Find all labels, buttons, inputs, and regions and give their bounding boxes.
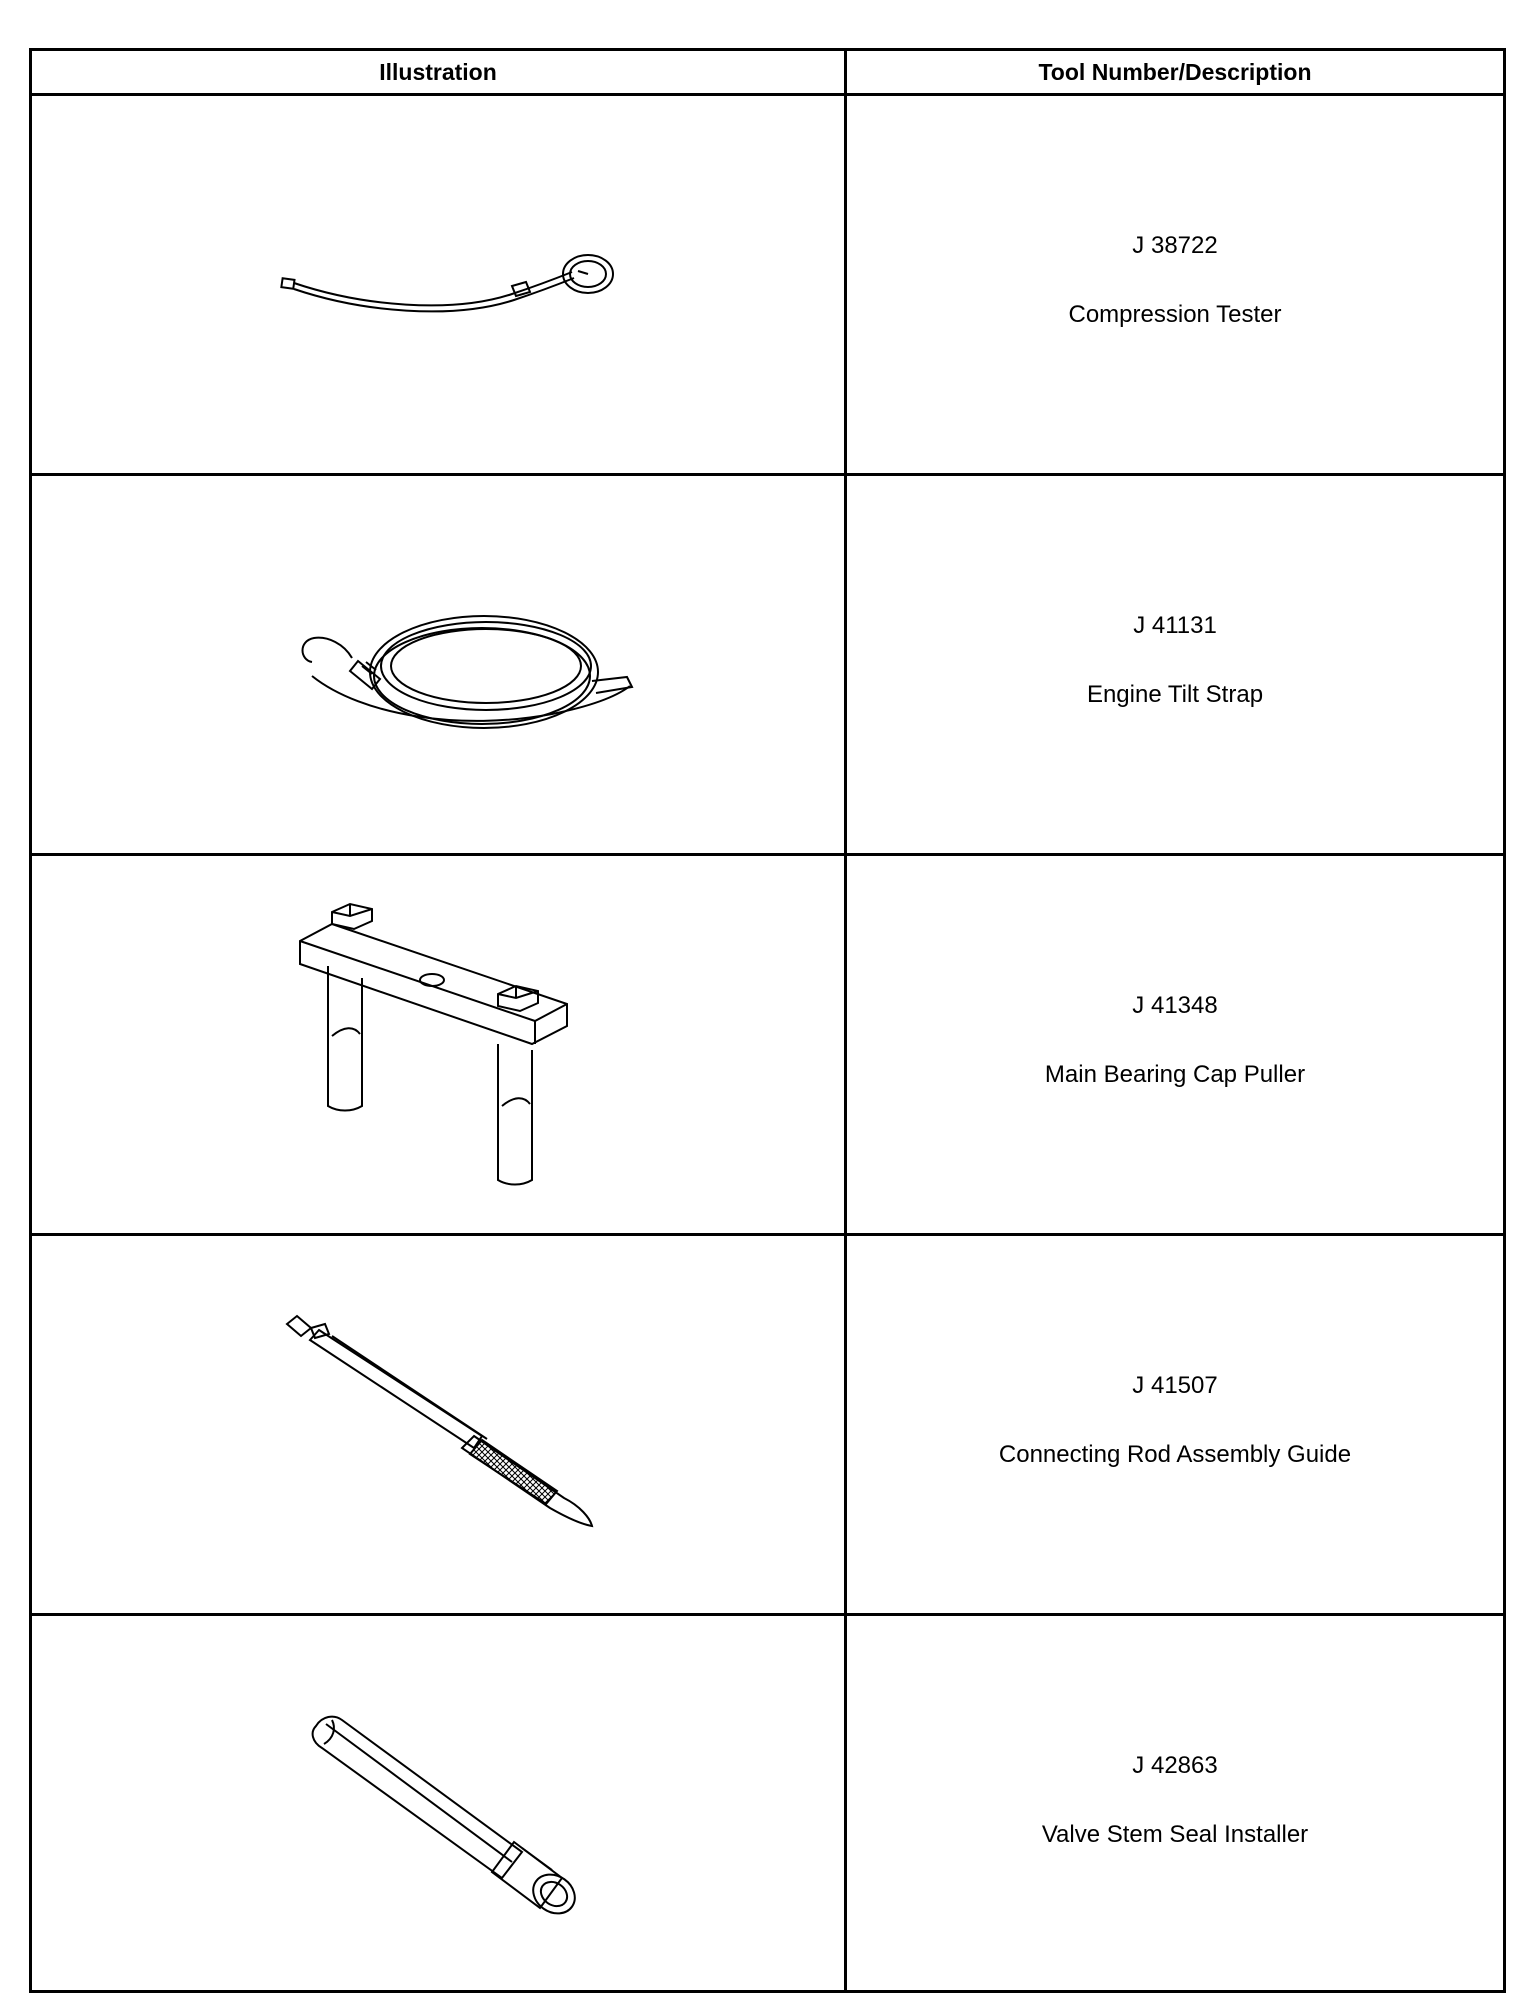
tool-number: J 38722 [1132,232,1218,259]
valve-stem-seal-installer-icon [32,1616,844,1993]
main-bearing-cap-puller-icon [32,856,844,1233]
illustration-cell [32,1236,844,1613]
description-cell [847,856,1503,1233]
description-cell [847,476,1503,853]
tool-description: Valve Stem Seal Installer [1041,1821,1309,1848]
illustration-cell [32,96,844,473]
tool-number: J 41507 [1132,1372,1218,1399]
column-divider [844,51,847,1990]
table-row [32,856,1503,1236]
header-illustration: Illustration [379,59,497,85]
tool-description: Compression Tester [1068,301,1282,328]
table-header [32,51,1503,96]
table-row [32,1236,1503,1616]
table-row [32,476,1503,856]
table-row [32,1616,1503,1996]
compression-tester-icon [32,96,844,473]
illustration-cell [32,856,844,1233]
description-cell [847,96,1503,473]
connecting-rod-guide-icon [32,1236,844,1613]
tool-description: Engine Tilt Strap [1086,681,1264,708]
tool-description: Connecting Rod Assembly Guide [998,1441,1352,1468]
description-cell [847,1616,1503,1996]
tools-table [29,48,1506,1993]
engine-tilt-strap-icon [32,476,844,853]
illustration-cell [32,1616,844,1996]
table-row [32,96,1503,476]
tool-number: J 41131 [1133,612,1217,639]
tool-number: J 41348 [1132,992,1218,1019]
illustration-cell [32,476,844,853]
header-tool-number-description: Tool Number/Description [1038,59,1312,85]
tool-number: J 42863 [1132,1752,1218,1779]
description-cell [847,1236,1503,1613]
tool-description: Main Bearing Cap Puller [1044,1061,1306,1088]
